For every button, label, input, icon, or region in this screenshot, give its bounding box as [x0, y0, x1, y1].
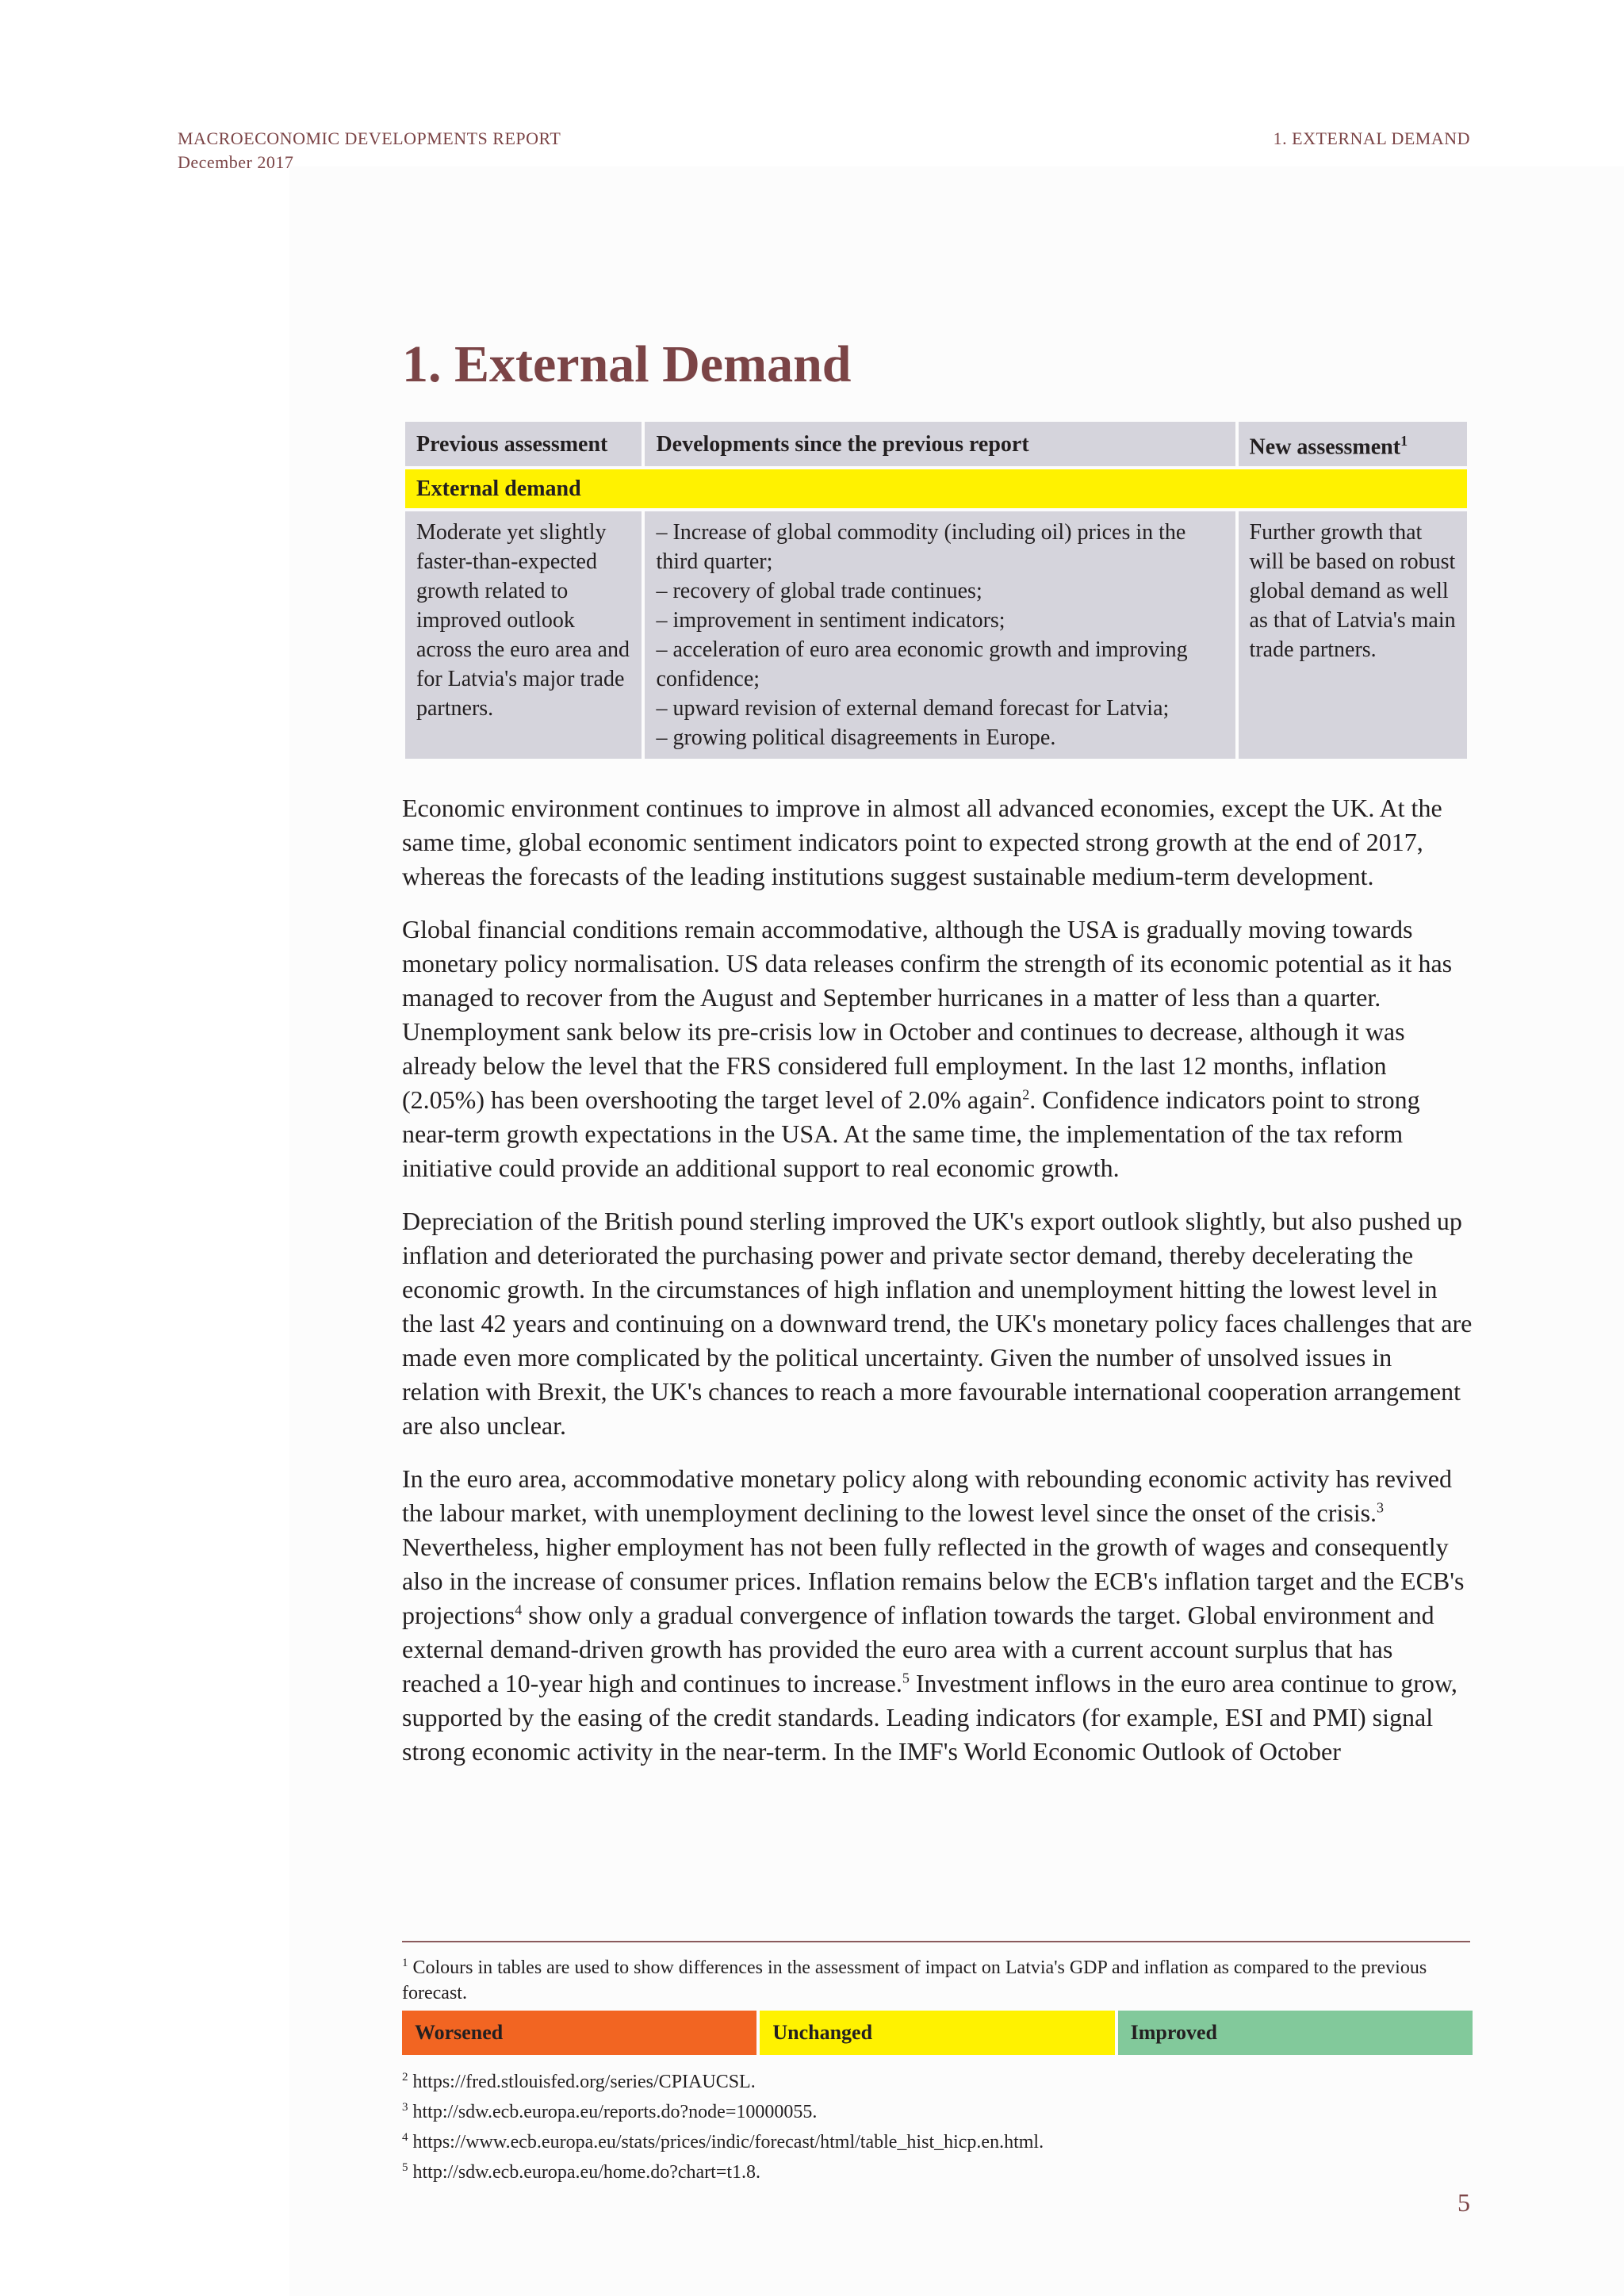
table-category-row: [405, 469, 1467, 508]
footnote-number: 1: [402, 1957, 408, 1969]
development-item: – acceleration of euro area economic growth and improving confidence;: [656, 637, 1188, 691]
paragraph-2-text-b: . Confidence indicators point to strong near-term growth expectations in the USA. At the same time, the implementation of the tax reform initiative could provide an additional support to real economic growth.: [402, 1085, 1420, 1182]
footnote-4: [402, 2125, 1473, 2155]
assessment-table: [402, 419, 1470, 762]
legend-unchanged: Unchanged: [760, 2011, 1114, 2055]
development-item: – upward revision of external demand forecast for Latvia;: [656, 696, 1170, 721]
paragraph-4: [402, 1462, 1473, 1769]
category-external-demand: External demand: [405, 469, 1467, 508]
footnote-ref-5: 5: [902, 1670, 910, 1686]
paragraph-4-text-d: Investment inflows in the euro area continue to grow, supported by the easing of the credit standards. Leading indicators (for example, ESI and PMI) signal strong economic activity in the near-term. In the IMF's World Economic Outlook of October: [402, 1669, 1457, 1766]
page-number: 5: [1457, 2188, 1470, 2217]
footnote-link-text: http://sdw.ecb.europa.eu/reports.do?node=10000055.: [412, 2102, 818, 2122]
running-header-left: [178, 127, 561, 174]
footnote-3: [402, 2095, 1473, 2125]
footnote-ref-1: 1: [1400, 432, 1408, 449]
development-item: – recovery of global trade continues;: [656, 579, 982, 603]
colour-legend: [402, 2011, 1473, 2055]
footnote-number: 2: [402, 2071, 408, 2084]
paragraph-4-text-a: In the euro area, accommodative monetary policy along with rebounding economic activity has revived the labour market, with unemployment declining to the lowest level since the onset of the crisis.: [402, 1464, 1452, 1527]
running-header-section: 1. EXTERNAL DEMAND: [1273, 128, 1470, 148]
footnote-number: 3: [402, 2101, 408, 2114]
development-item: – growing political disagreements in Europe.: [656, 725, 1056, 750]
cell-new-assessment: Further growth that will be based on robust global demand as well as that of Latvia's main trade partners.: [1239, 511, 1467, 759]
report-title: MACROECONOMIC DEVELOPMENTS REPORT: [178, 128, 561, 148]
footnote-ref-4: 4: [515, 1601, 523, 1618]
footnote-number: 4: [402, 2131, 408, 2144]
header-developments: Developments since the previous report: [645, 422, 1235, 466]
paragraph-2-text-a: Global financial conditions remain accommodative, although the USA is gradually moving towards monetary policy normalisation. US data releases confirm the strength of its economic potential as it has managed to recover from the August and September hurricanes in a matter of less than a quarter. Unemployment sank below its pre-crisis low in October and continues to decrease, although it was already below the level that the FRS considered full employment. In the last 12 months, inflation (2.05%) has been overshooting the target level of 2.0% again: [402, 915, 1453, 1114]
footnote-text: Colours in tables are used to show differences in the assessment of impact on Latvia's GDP and inflation as compared to the previous forecast.: [402, 1957, 1427, 2003]
page-title: 1. External Demand: [402, 335, 852, 393]
report-date: December 2017: [178, 152, 294, 172]
development-item: – improvement in sentiment indicators;: [656, 608, 1005, 633]
paragraph-4-text-c: show only a gradual convergence of inflation towards the target. Global environment and external demand-driven growth has provided the euro area with a current account surplus that has reached a 10-year high and continues to increase.: [402, 1601, 1434, 1697]
footnote-ref-3: 3: [1377, 1499, 1385, 1516]
paragraph-2: [402, 913, 1473, 1185]
cell-developments: [645, 511, 1235, 759]
body-text: [402, 791, 1473, 1788]
footnote-link-text: http://sdw.ecb.europa.eu/home.do?chart=t1.8.: [412, 2162, 761, 2183]
table-header-row: [405, 422, 1467, 466]
footnote-link-text: https://fred.stlouisfed.org/series/CPIAUCSL.: [412, 2072, 756, 2092]
header-new-assessment: [1239, 422, 1467, 466]
legend-improved: Improved: [1118, 2011, 1473, 2055]
header-previous-assessment: Previous assessment: [405, 422, 642, 466]
header-new-assessment-label: New assessment: [1249, 434, 1401, 460]
footnote-link-text: https://www.ecb.europa.eu/stats/prices/indic/forecast/html/table_hist_hicp.en.html.: [412, 2132, 1044, 2152]
paragraph-3: Depreciation of the British pound sterling improved the UK's export outlook slightly, but also pushed up inflation and deteriorated the purchasing power and private sector demand, thereby decelerating the economic growth. In the circumstances of high inflation and unemployment hitting the lowest level in the last 42 years and continuing on a downward trend, the UK's monetary policy faces challenges that are made even more complicated by the political uncertainty. Given the number of unsolved issues in relation with Brexit, the UK's chances to reach a more favourable international cooperation arrangement are also unclear.: [402, 1207, 1473, 1440]
table-row: [405, 511, 1467, 759]
legend-worsened: Worsened: [402, 2011, 756, 2055]
footnote-list: [402, 2064, 1473, 2185]
footnote-number: 5: [402, 2161, 408, 2174]
paragraph-4-text-b: Nevertheless, higher employment has not been fully reflected in the growth of wages and consequently also in the increase of consumer prices. Inflation remains below the ECB's inflation target and the ECB's projections: [402, 1533, 1465, 1629]
footnote-ref-2: 2: [1022, 1086, 1030, 1103]
footnote-divider: [402, 1941, 1470, 1942]
footnote-2: [402, 2064, 1473, 2095]
footnote-5: [402, 2155, 1473, 2185]
development-item: – Increase of global commodity (including oil) prices in the third quarter;: [656, 520, 1186, 574]
footnote-1: [402, 1950, 1473, 2006]
cell-previous-assessment: Moderate yet slightly faster-than-expected growth related to improved outlook across the euro area and for Latvia's major trade partners.: [405, 511, 642, 759]
paragraph-1: Economic environment continues to improve in almost all advanced economies, except the UK. At the same time, global economic sentiment indicators point to expected strong growth at the end of 2017, whereas the forecasts of the leading institutions suggest sustainable medium-term development.: [402, 794, 1442, 890]
